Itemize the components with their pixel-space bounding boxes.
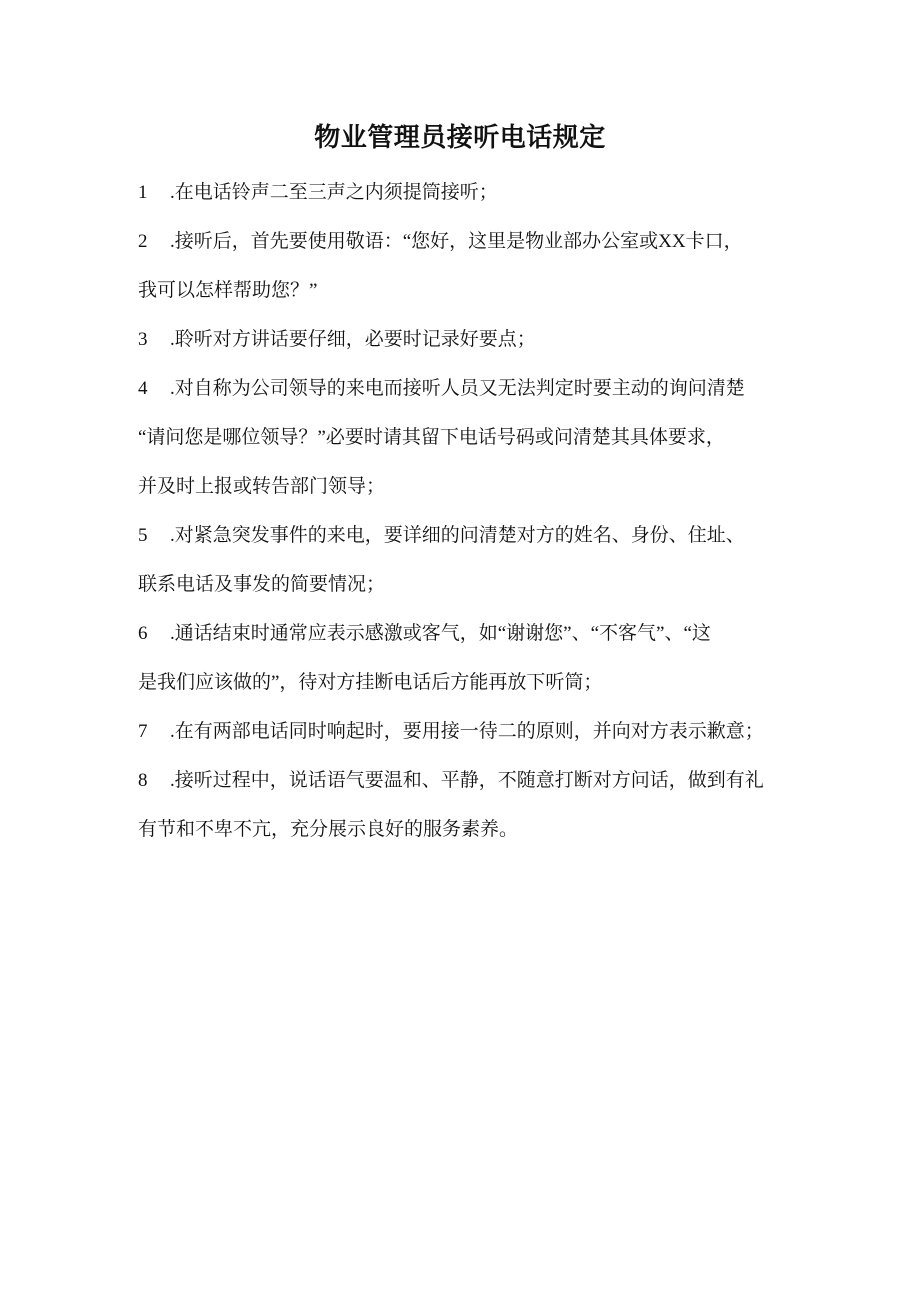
list-item-3-line-1	[138, 315, 798, 364]
list-item-2-line-2	[138, 266, 798, 315]
list-item-text: .聆听对方讲话要仔细，必要时记录好要点；	[170, 329, 536, 350]
list-item-number: 3	[138, 329, 148, 350]
list-item-5-line-2	[138, 560, 798, 609]
list-item-5-line-1	[138, 511, 798, 560]
list-item-4-line-1	[138, 364, 798, 413]
list-item-text: “请问您是哪位领导？”必要时请其留下电话号码或问清楚其具体要求，	[138, 427, 725, 448]
list-item-number: 7	[138, 721, 148, 742]
list-item-number: 4	[138, 378, 148, 399]
list-item-4-line-2	[138, 413, 798, 462]
list-item-text: 是我们应该做的”，待对方挂断电话后方能再放下听筒；	[138, 672, 603, 693]
list-item-text: .通话结束时通常应表示感激或客气，如“谢谢您”、“不客气”、“这	[170, 623, 711, 644]
list-item-8-line-2	[138, 805, 798, 854]
list-item-number: 5	[138, 525, 148, 546]
list-item-6-line-1	[138, 609, 798, 658]
list-item-number: 1	[138, 182, 148, 203]
list-item-text: .对紧急突发事件的来电，要详细的问清楚对方的姓名、身份、住址、	[170, 525, 745, 546]
list-item-1-line-1	[138, 168, 798, 217]
list-item-6-line-2	[138, 658, 798, 707]
document-body	[138, 168, 798, 854]
list-item-text: .在有两部电话同时响起时，要用接一待二的原则，并向对方表示歉意；	[170, 721, 764, 742]
list-item-number: 6	[138, 623, 148, 644]
list-item-text: .对自称为公司领导的来电而接听人员又无法判定时要主动的询问清楚	[170, 378, 745, 399]
list-item-text: 联系电话及事发的简要情况；	[138, 574, 386, 595]
list-item-text: .在电话铃声二至三声之内须提筒接听；	[170, 182, 498, 203]
list-item-number: 8	[138, 770, 148, 791]
list-item-number: 2	[138, 231, 148, 252]
list-item-text: .接听过程中，说话语气要温和、平静，不随意打断对方问话，做到有礼	[170, 770, 764, 791]
list-item-2-line-1	[138, 217, 798, 266]
list-item-7-line-1	[138, 707, 798, 756]
document-title: 物业管理员接听电话规定	[314, 123, 606, 153]
list-item-text: 有节和不卑不亢，充分展示良好的服务素养。	[138, 819, 519, 840]
list-item-text: 并及时上报或转告部门领导；	[138, 476, 386, 497]
list-item-8-line-1	[138, 756, 798, 805]
list-item-text: .接听后，首先要使用敬语：“您好，这里是物业部办公室或XX卡口，	[170, 231, 743, 252]
list-item-4-line-3	[138, 462, 798, 511]
list-item-text: 我可以怎样帮助您？”	[138, 280, 318, 301]
